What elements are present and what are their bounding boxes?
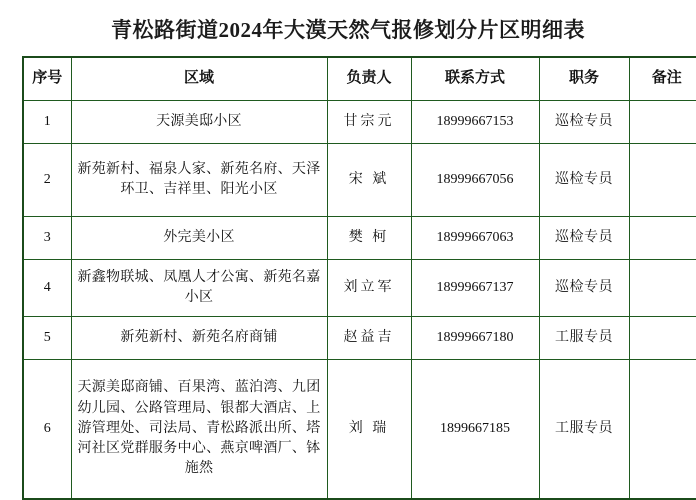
column-header-no: 序号: [23, 57, 71, 101]
table-header-row: [23, 57, 696, 101]
cell-remark: [629, 217, 696, 260]
cell-remark: [629, 260, 696, 317]
cell-duty: 巡检专员: [539, 144, 629, 217]
cell-area: 新鑫物联城、凤凰人才公寓、新苑名嘉小区: [71, 260, 327, 317]
table-row: [23, 144, 696, 217]
cell-phone: 18999667063: [411, 217, 539, 260]
cell-person: 樊 柯: [327, 217, 411, 260]
table-container: [0, 56, 696, 500]
cell-remark: [629, 101, 696, 144]
column-header-remark: 备注: [629, 57, 696, 101]
table-row: [23, 101, 696, 144]
cell-no: 6: [23, 360, 71, 500]
cell-duty: 工服专员: [539, 360, 629, 500]
column-header-area: 区域: [71, 57, 327, 101]
column-header-person: 负责人: [327, 57, 411, 101]
cell-phone: 18999667153: [411, 101, 539, 144]
table-row: [23, 360, 696, 500]
cell-no: 4: [23, 260, 71, 317]
cell-area: 天源美邸商铺、百果湾、蓝泊湾、九团幼儿园、公路管理局、银都大酒店、上游管理处、司法局、青松路派出所、塔河社区党群服务中心、燕京啤酒厂、钵施然: [71, 360, 327, 500]
cell-person: 甘宗元: [327, 101, 411, 144]
cell-duty: 工服专员: [539, 317, 629, 360]
cell-remark: [629, 144, 696, 217]
cell-phone: 1899667185: [411, 360, 539, 500]
cell-person: 赵益吉: [327, 317, 411, 360]
pipeline-district-table: [22, 56, 696, 500]
column-header-phone: 联系方式: [411, 57, 539, 101]
cell-person: 刘立军: [327, 260, 411, 317]
cell-remark: [629, 317, 696, 360]
cell-area: 新苑新村、福泉人家、新苑名府、天泽环卫、吉祥里、阳光小区: [71, 144, 327, 217]
page-title: 青松路街道2024年大漠天然气报修划分片区明细表: [111, 18, 585, 42]
cell-no: 2: [23, 144, 71, 217]
column-header-duty: 职务: [539, 57, 629, 101]
cell-area: 新苑新村、新苑名府商铺: [71, 317, 327, 360]
cell-person: 宋 斌: [327, 144, 411, 217]
cell-remark: [629, 360, 696, 500]
cell-phone: 18999667056: [411, 144, 539, 217]
table-row: [23, 260, 696, 317]
cell-duty: 巡检专员: [539, 217, 629, 260]
cell-area: 天源美邸小区: [71, 101, 327, 144]
cell-duty: 巡检专员: [539, 101, 629, 144]
cell-no: 5: [23, 317, 71, 360]
table-row: [23, 217, 696, 260]
cell-no: 3: [23, 217, 71, 260]
cell-person: 刘 瑞: [327, 360, 411, 500]
cell-phone: 18999667137: [411, 260, 539, 317]
table-row: [23, 317, 696, 360]
cell-duty: 巡检专员: [539, 260, 629, 317]
cell-phone: 18999667180: [411, 317, 539, 360]
cell-area: 外完美小区: [71, 217, 327, 260]
cell-no: 1: [23, 101, 71, 144]
